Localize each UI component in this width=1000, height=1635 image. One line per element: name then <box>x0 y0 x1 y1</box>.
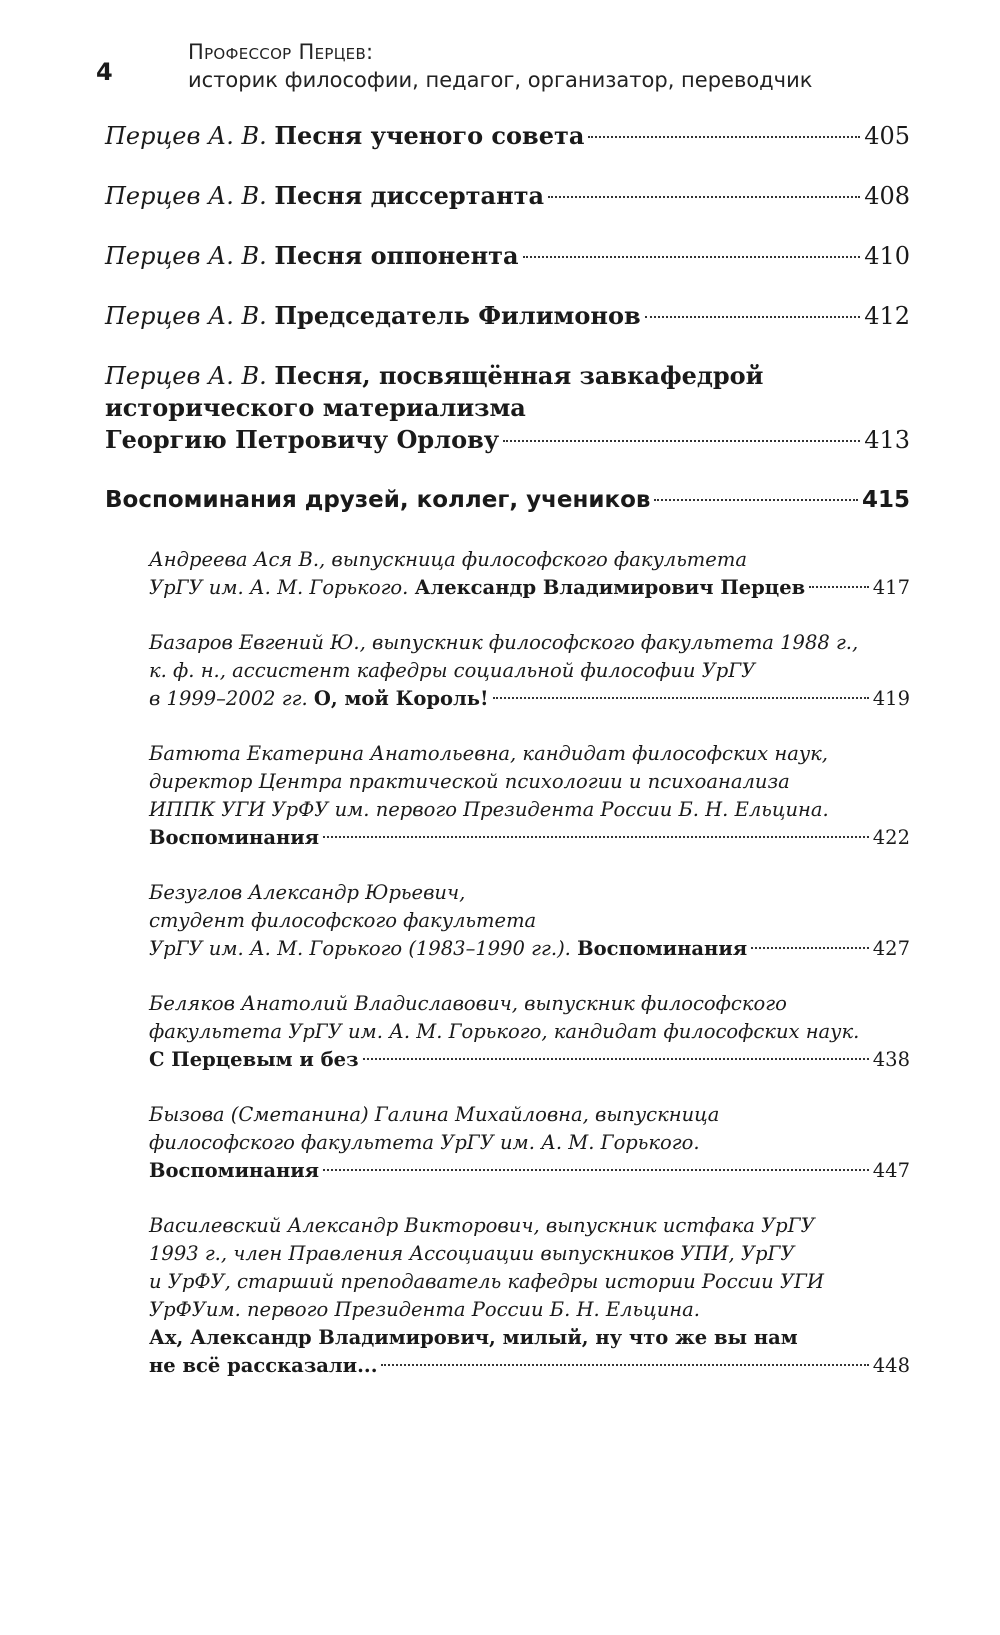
author-line: УрГУ им. А. М. Горького. <box>149 576 409 599</box>
dot-leader <box>363 1058 869 1060</box>
toc-entry <box>105 300 910 332</box>
dot-leader <box>588 136 860 138</box>
toc-sub-entry <box>149 629 910 713</box>
author-line: УрФУим. первого Президента России Б. Н. Ельцина. <box>149 1298 700 1321</box>
toc-title: Александр Владимирович Перцев <box>414 576 806 599</box>
toc-title: не всё рассказали... <box>149 1354 378 1377</box>
toc-title: Воспоминания <box>577 937 748 960</box>
dot-leader <box>323 1169 869 1171</box>
toc-title: Песня диссертанта <box>274 181 545 210</box>
toc-page-number: 410 <box>864 242 910 270</box>
toc-author: Перцев А. В. <box>105 122 267 150</box>
toc-page-number: 448 <box>872 1354 910 1377</box>
author-line: в 1999–2002 гг. <box>149 687 308 710</box>
toc-title: Воспоминания <box>149 1159 320 1182</box>
dot-leader <box>654 499 858 501</box>
toc-page-number: 419 <box>872 687 910 710</box>
toc-page-number: 422 <box>872 826 910 849</box>
toc-sub-entry <box>149 1101 910 1185</box>
toc-title: Песня ученого совета <box>274 121 585 150</box>
book-subtitle: историк философии, педагог, организатор, переводчик <box>188 68 813 92</box>
author-line: факультета УрГУ им. А. М. Горького, кандидат философских наук. <box>149 1020 860 1043</box>
toc-entry <box>105 120 910 152</box>
toc-entry <box>105 360 910 456</box>
toc-title: Председатель Филимонов <box>274 301 641 330</box>
toc-page-number: 427 <box>872 937 910 960</box>
author-line: Василевский Александр Викторович, выпускник истфака УрГУ <box>149 1214 815 1237</box>
toc-title: С Перцевым и без <box>149 1048 359 1071</box>
page-number: 4 <box>96 58 113 86</box>
toc-title-line: Ах, Александр Владимирович, милый, ну что же вы нам <box>149 1326 798 1349</box>
author-line: и УрФУ, старший преподаватель кафедры истории России УГИ <box>149 1270 824 1293</box>
toc-title: Воспоминания <box>149 826 320 849</box>
author-line: Базаров Евгений Ю., выпускник философского факультета 1988 г., <box>149 631 859 654</box>
author-line: Безуглов Александр Юрьевич, <box>149 881 466 904</box>
author-line: студент философского факультета <box>149 909 537 932</box>
author-line: УрГУ им. А. М. Горького (1983–1990 гг.). <box>149 937 571 960</box>
toc-author: Перцев А. В. <box>105 182 267 210</box>
toc-page-number: 408 <box>864 182 910 210</box>
dot-leader <box>645 316 861 318</box>
dot-leader <box>381 1364 868 1366</box>
toc-title: Песня оппонента <box>274 241 519 270</box>
toc-sub-entry <box>149 740 910 852</box>
toc-title: О, мой Король! <box>313 687 489 710</box>
dot-leader <box>751 947 869 949</box>
toc-section <box>105 484 910 516</box>
toc-page-number: 417 <box>872 576 910 599</box>
toc-sub-entry <box>149 546 910 602</box>
dot-leader <box>503 440 860 442</box>
author-line: Бызова (Сметанина) Галина Михайловна, выпускница <box>149 1103 720 1126</box>
toc-author: Перцев А. В. <box>105 302 267 330</box>
author-line: к. ф. н., ассистент кафедры социальной философии УрГУ <box>149 659 756 682</box>
table-of-contents <box>105 120 910 1407</box>
dot-leader <box>323 836 869 838</box>
author-line: Андреева Ася В., выпускница философского факультета <box>149 548 747 571</box>
author-line: 1993 г., член Правления Ассоциации выпускников УПИ, УрГУ <box>149 1242 795 1265</box>
toc-entry <box>105 240 910 272</box>
toc-sub-entry <box>149 1212 910 1380</box>
author-line: ИППК УГИ УрФУ им. первого Президента России Б. Н. Ельцина. <box>149 798 829 821</box>
section-title: Воспоминания друзей, коллег, учеников <box>105 487 651 513</box>
toc-entry <box>105 180 910 212</box>
author-line: директор Центра практической психологии и психоанализа <box>149 770 790 793</box>
toc-title-line: Георгию Петровичу Орлову <box>105 425 500 454</box>
toc-page-number: 438 <box>872 1048 910 1071</box>
section-page-number: 415 <box>861 487 910 513</box>
dot-leader <box>809 586 869 588</box>
toc-author: Перцев А. В. <box>105 242 267 270</box>
toc-sub-entry <box>149 879 910 963</box>
author-line: Батюта Екатерина Анатольевна, кандидат философских наук, <box>149 742 828 765</box>
running-title <box>188 38 812 94</box>
author-line: философского факультета УрГУ им. А. М. Горького. <box>149 1131 700 1154</box>
running-header <box>96 38 916 98</box>
toc-author: Перцев А. В. <box>105 362 267 390</box>
dot-leader <box>548 196 860 198</box>
dot-leader <box>493 697 869 699</box>
toc-page-number: 412 <box>864 302 910 330</box>
book-title: Профессор Перцев: <box>188 40 374 64</box>
dot-leader <box>523 256 861 258</box>
author-line: Беляков Анатолий Владиславович, выпускник философского <box>149 992 787 1015</box>
toc-page-number: 447 <box>872 1159 910 1182</box>
toc-page-number: 405 <box>864 122 910 150</box>
toc-title-line: Песня, посвящённая завкафедрой <box>274 361 764 390</box>
toc-page-number: 413 <box>864 426 910 454</box>
toc-sub-entry <box>149 990 910 1074</box>
toc-title-line: исторического материализма <box>105 393 526 422</box>
